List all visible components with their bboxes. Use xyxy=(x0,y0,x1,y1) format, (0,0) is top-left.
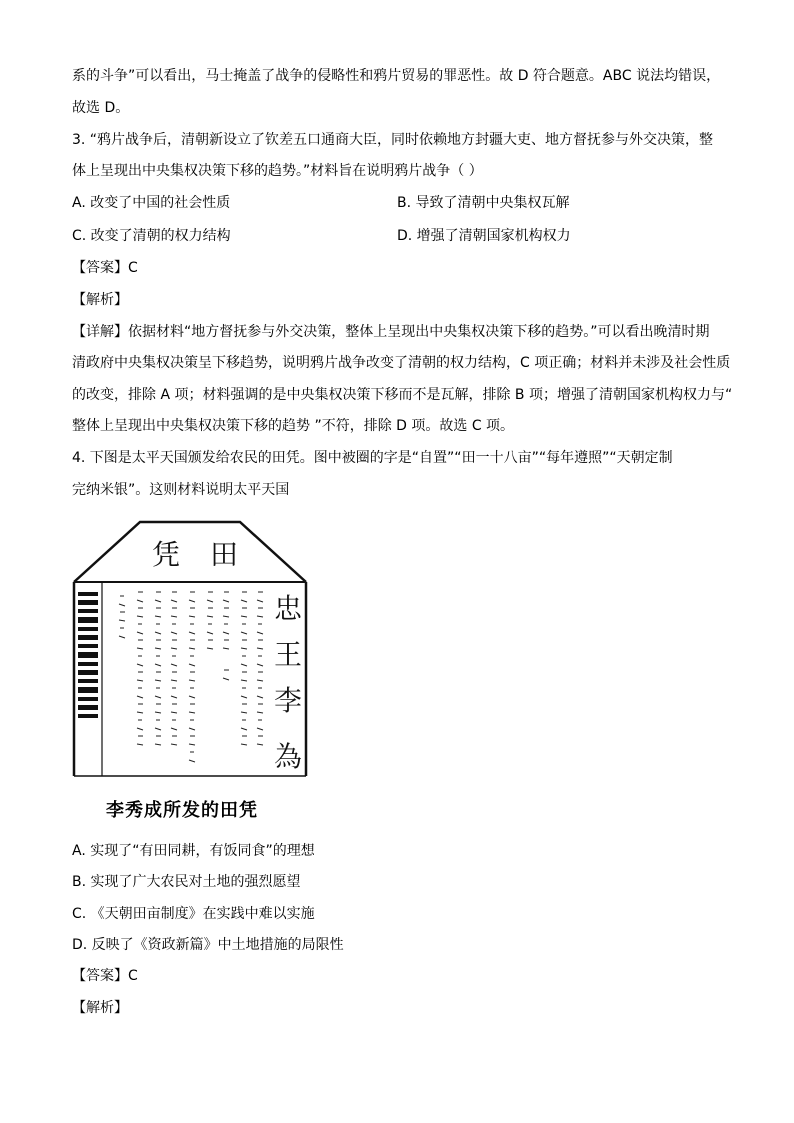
deed-big-char-2: 王 xyxy=(274,638,303,671)
q4-option-b: B. 实现了广大农民对土地的强烈愿望 xyxy=(72,874,301,890)
q3-detail-line2: 清政府中央集权决策呈下移趋势，说明鸦片战争改变了清朝的权力结构，C 项正确；材料并未涉及社会性质 xyxy=(72,355,731,371)
q4-option-d: D. 反映了《资政新篇》中土地措施的局限性 xyxy=(72,937,344,953)
answer-tag: 【答案】 xyxy=(72,260,128,276)
answer-tag: 【答案】 xyxy=(72,968,128,984)
deed-big-char-4: 為 xyxy=(274,740,303,773)
deed-header-char-2: 田 xyxy=(210,538,239,571)
answer-value: C xyxy=(128,260,138,276)
q4-stem-line2: 完纳米银”。这则材料说明太平天国 xyxy=(72,482,290,498)
q3-detail-line3: 的改变，排除 A 项；材料强调的是中央集权决策下移而不是瓦解，排除 B 项；增强了清朝国家机构权力与“ xyxy=(72,387,733,403)
q3-stem-line2: 体上呈现出中央集权决策下移的趋势。”材料旨在说明鸦片战争（ ） xyxy=(72,163,483,179)
q3-answer xyxy=(72,258,138,278)
q4-answer xyxy=(72,966,138,986)
q4-option-a: A. 实现了“有田同耕，有饭同食”的理想 xyxy=(72,843,315,859)
q3-option-c: C. 改变了清朝的权力结构 xyxy=(72,228,231,244)
q3-analysis-tag: 【解析】 xyxy=(72,292,128,308)
q4-option-c: C. 《天朝田亩制度》在实践中难以实施 xyxy=(72,906,315,922)
q3-detail-line4: 整体上呈现出中央集权决策下移的趋势 ”不符，排除 D 项。故选 C 项。 xyxy=(72,418,515,434)
q3-option-a: A. 改变了中国的社会性质 xyxy=(72,195,231,211)
para-top-line1: 系的斗争”可以看出，马士掩盖了战争的侵略性和鸦片贸易的罪恶性。故 D 符合题意。ABC 说法均错误， xyxy=(72,68,721,84)
answer-value: C xyxy=(128,968,138,984)
land-deed-figure xyxy=(72,520,308,778)
q4-stem-line1: 4. 下图是太平天国颁发给农民的田凭。图中被圈的字是“自置”“田一十八亩”“每年遵照”“天朝定制 xyxy=(72,450,673,466)
para-top-line2: 故选 D。 xyxy=(72,100,130,116)
q3-stem-line1: 3. “鸦片战争后，清朝新设立了钦差五口通商大臣，同时依赖地方封疆大吏、地方督抚参与外交决策，整 xyxy=(72,132,714,148)
deed-big-char-3: 李 xyxy=(274,684,303,717)
q3-detail-line1: 【详解】依据材料“地方督抚参与外交决策，整体上呈现出中央集权决策下移的趋势。”可以看出晚清时期 xyxy=(72,324,710,340)
land-deed-image xyxy=(72,520,308,778)
deed-header-char-1: 凭 xyxy=(152,538,181,571)
deed-big-char-1: 忠 xyxy=(274,592,303,625)
figure-caption: 李秀成所发的田凭 xyxy=(106,800,258,821)
q3-option-b: B. 导致了清朝中央集权瓦解 xyxy=(397,195,570,211)
q3-option-d: D. 增强了清朝国家机构权力 xyxy=(397,228,571,244)
q4-analysis-tag: 【解析】 xyxy=(72,1000,128,1016)
